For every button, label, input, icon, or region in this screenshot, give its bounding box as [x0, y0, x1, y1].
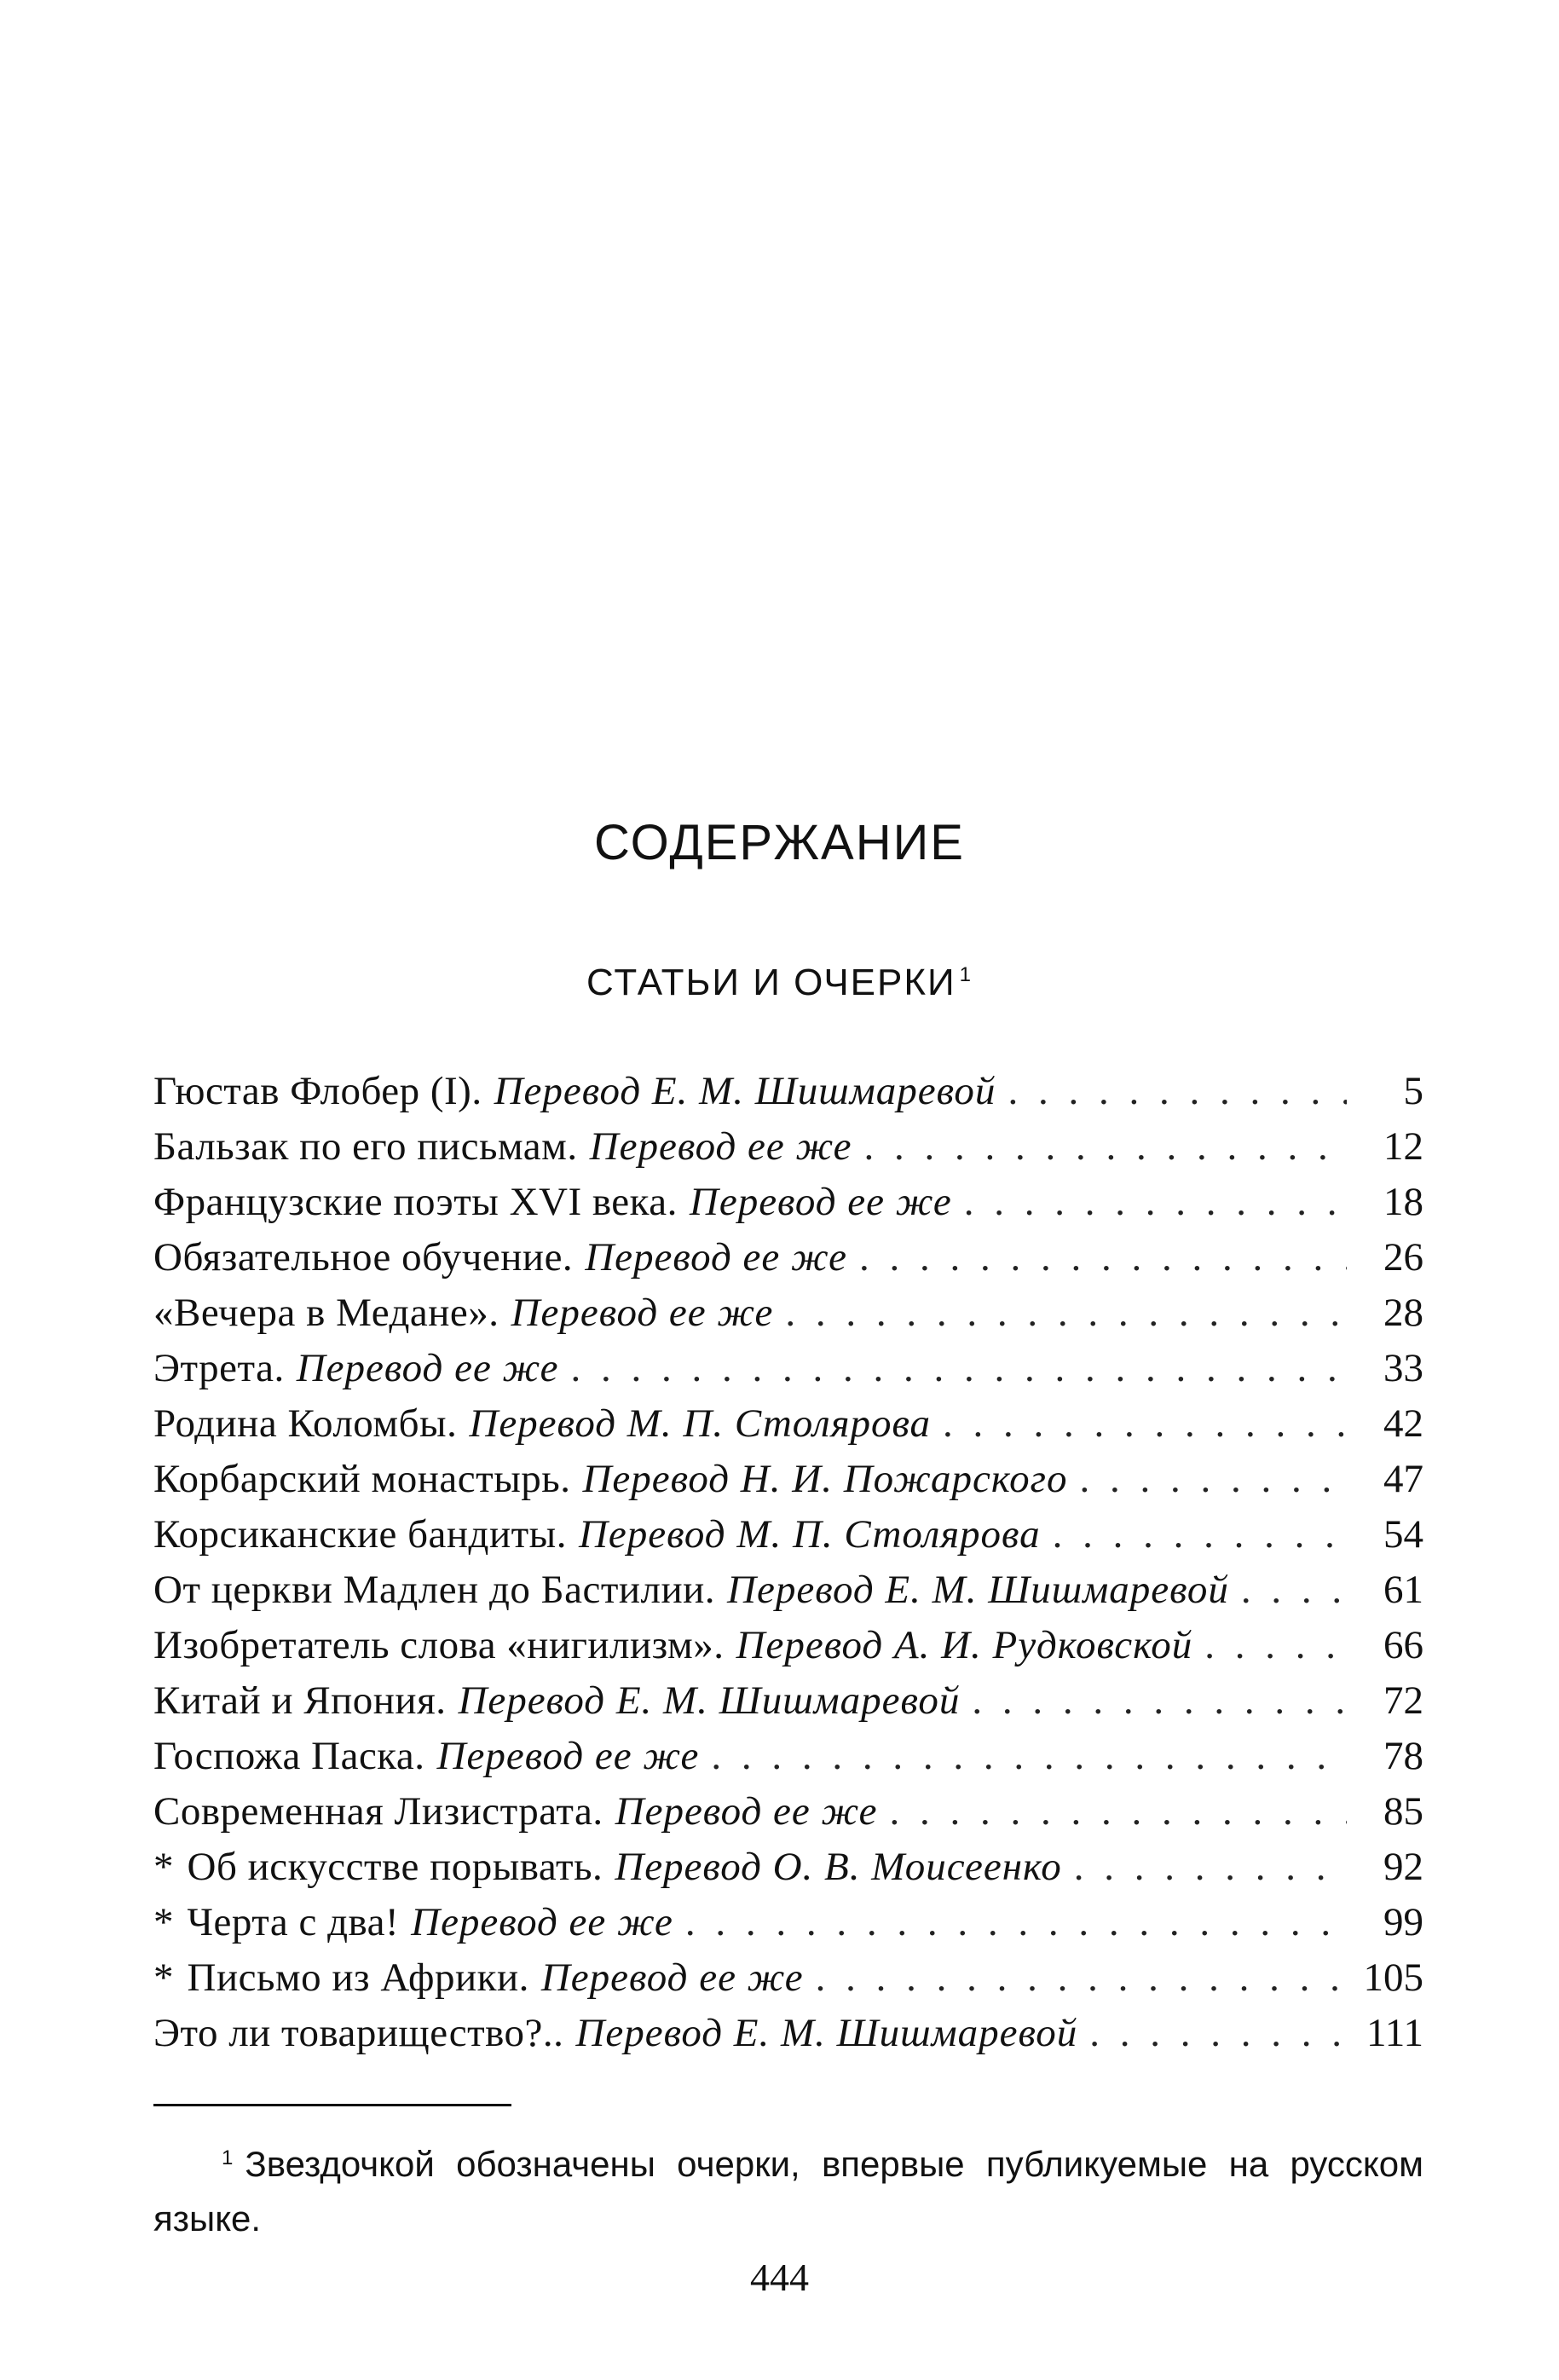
toc-entry-title: Китай и Япония. — [153, 1678, 447, 1723]
dot-leader — [1079, 1452, 1347, 1507]
toc-entry — [153, 1175, 1423, 1230]
dot-leader — [816, 1950, 1347, 2006]
toc-entry — [153, 1119, 1423, 1175]
toc-entry-title: Черта с два! — [187, 1900, 400, 1944]
dot-leader — [685, 1895, 1347, 1950]
toc-entry-page: 66 — [1383, 1623, 1423, 1667]
toc-entry-translator: Перевод Е. М. Шишмаревой — [727, 1568, 1229, 1612]
dot-leader — [1089, 2006, 1347, 2061]
toc-entry-translator: Перевод Е. М. Шишмаревой — [494, 1069, 996, 1113]
toc-entry-translator: Перевод М. П. Столярова — [578, 1512, 1041, 1557]
toc-entry-translator: Перевод ее же — [511, 1291, 774, 1335]
toc-entry — [153, 2006, 1423, 2061]
toc-entry-title: Изобретатель слова «нигилизм». — [153, 1623, 725, 1667]
toc-entry-page: 47 — [1383, 1457, 1423, 1501]
dot-leader — [571, 1341, 1347, 1396]
toc-entry-page: 105 — [1363, 1955, 1423, 2000]
toc-entry-translator: Перевод ее же — [585, 1235, 847, 1280]
toc-entry-page: 5 — [1403, 1069, 1423, 1113]
toc-entry-title: Об искусстве порывать. — [187, 1845, 603, 1889]
toc-entry-translator: Перевод ее же — [296, 1346, 559, 1390]
toc-entry-title: Обязательное обучение. — [153, 1235, 574, 1280]
toc-entry-page: 92 — [1383, 1845, 1423, 1889]
toc-entry-translator: Перевод А. И. Рудковской — [736, 1623, 1193, 1667]
toc-entry-title: Родина Коломбы. — [153, 1401, 458, 1446]
toc-entry — [153, 1563, 1423, 1618]
toc-entry-page: 12 — [1383, 1124, 1423, 1169]
toc-entry-translator: Перевод Е. М. Шишмаревой — [458, 1678, 961, 1723]
dot-leader — [859, 1230, 1347, 1285]
toc-entry-page: 54 — [1383, 1512, 1423, 1557]
toc-entry-page: 28 — [1383, 1291, 1423, 1335]
toc-entry-translator: Перевод М. П. Столярова — [469, 1401, 932, 1446]
toc-entry — [153, 1950, 1423, 2006]
toc-entry-title: Корбарский монастырь. — [153, 1457, 571, 1501]
toc-entry-title: «Вечера в Медане». — [153, 1291, 499, 1335]
dot-leader — [1053, 1507, 1347, 1563]
page-title: СОДЕРЖАНИЕ — [594, 815, 965, 870]
toc-entry — [153, 1064, 1423, 1119]
dot-leader — [943, 1396, 1347, 1452]
dot-leader — [889, 1784, 1347, 1840]
dot-leader — [1074, 1840, 1347, 1895]
toc-entry — [153, 1840, 1423, 1895]
dot-leader — [863, 1119, 1347, 1175]
toc-entry-translator: Перевод ее же — [436, 1734, 700, 1778]
toc-entry-page: 111 — [1366, 2011, 1423, 2055]
dot-leader — [1241, 1563, 1347, 1618]
table-of-contents — [153, 1064, 1423, 2061]
dot-leader — [964, 1175, 1347, 1230]
footnote — [153, 2131, 1423, 2246]
footnote-divider — [153, 2104, 511, 2106]
toc-entry-title: Госпожа Паска. — [153, 1734, 425, 1778]
toc-entry-page: 26 — [1383, 1235, 1423, 1280]
toc-entry-page: 72 — [1383, 1678, 1423, 1723]
toc-entry-translator: Перевод ее же — [411, 1900, 673, 1944]
toc-entry-title: Этрета. — [153, 1346, 285, 1390]
toc-entry — [153, 1507, 1423, 1563]
toc-entry-title: Гюстав Флобер (I). — [153, 1069, 482, 1113]
toc-entry-page: 33 — [1383, 1346, 1423, 1390]
toc-entry-page: 78 — [1383, 1734, 1423, 1778]
dot-leader — [711, 1729, 1347, 1784]
toc-entry-page: 18 — [1383, 1180, 1423, 1224]
footnote-text: Звездочкой обозначены очерки, впервые публикуемые на русском языке. — [153, 2144, 1423, 2238]
toc-entry-title: Современная Лизистрата. — [153, 1789, 603, 1834]
toc-entry — [153, 1341, 1423, 1396]
toc-entry-page: 42 — [1383, 1401, 1423, 1446]
toc-entry — [153, 1230, 1423, 1285]
dot-leader — [972, 1673, 1347, 1729]
toc-entry-page: 85 — [1383, 1789, 1423, 1834]
toc-entry-translator: Перевод Е. М. Шишмаревой — [575, 2011, 1078, 2055]
toc-entry-translator: Перевод ее же — [689, 1180, 952, 1224]
toc-entry — [153, 1673, 1423, 1729]
toc-entry — [153, 1452, 1423, 1507]
footnote-ref: 1 — [959, 963, 973, 986]
toc-entry — [153, 1618, 1423, 1673]
toc-entry-translator: Перевод О. В. Моисеенко — [615, 1845, 1062, 1889]
footnote-mark: 1 — [222, 2146, 234, 2169]
toc-entry — [153, 1396, 1423, 1452]
section-title — [0, 962, 1559, 1004]
toc-entry-title: Это ли товарищество?.. — [153, 2011, 564, 2055]
toc-entry-translator: Перевод Н. И. Пожарского — [582, 1457, 1068, 1501]
page-number: 444 — [750, 2256, 809, 2299]
toc-entry-star: * — [153, 1955, 174, 2000]
dot-leader — [1204, 1618, 1347, 1673]
toc-entry — [153, 1285, 1423, 1341]
section-title-text: СТАТЬИ И ОЧЕРКИ — [586, 962, 956, 1003]
dot-leader — [1008, 1064, 1347, 1119]
toc-entry — [153, 1895, 1423, 1950]
dot-leader — [785, 1285, 1347, 1341]
toc-entry-page: 99 — [1383, 1900, 1423, 1944]
toc-entry-title: От церкви Мадлен до Бастилии. — [153, 1568, 716, 1612]
toc-entry-title: Корсиканские бандиты. — [153, 1512, 567, 1557]
toc-entry-star: * — [153, 1845, 174, 1889]
toc-entry-translator: Перевод ее же — [540, 1955, 804, 2000]
toc-entry — [153, 1784, 1423, 1840]
toc-entry — [153, 1729, 1423, 1784]
toc-entry-star: * — [153, 1900, 174, 1944]
toc-entry-title: Бальзак по его письмам. — [153, 1124, 578, 1169]
toc-entry-title: Французские поэты XVI века. — [153, 1180, 678, 1224]
toc-entry-page: 61 — [1383, 1568, 1423, 1612]
toc-entry-title: Письмо из Африки. — [187, 1955, 529, 2000]
toc-entry-translator: Перевод ее же — [589, 1124, 852, 1169]
toc-entry-translator: Перевод ее же — [615, 1789, 878, 1834]
